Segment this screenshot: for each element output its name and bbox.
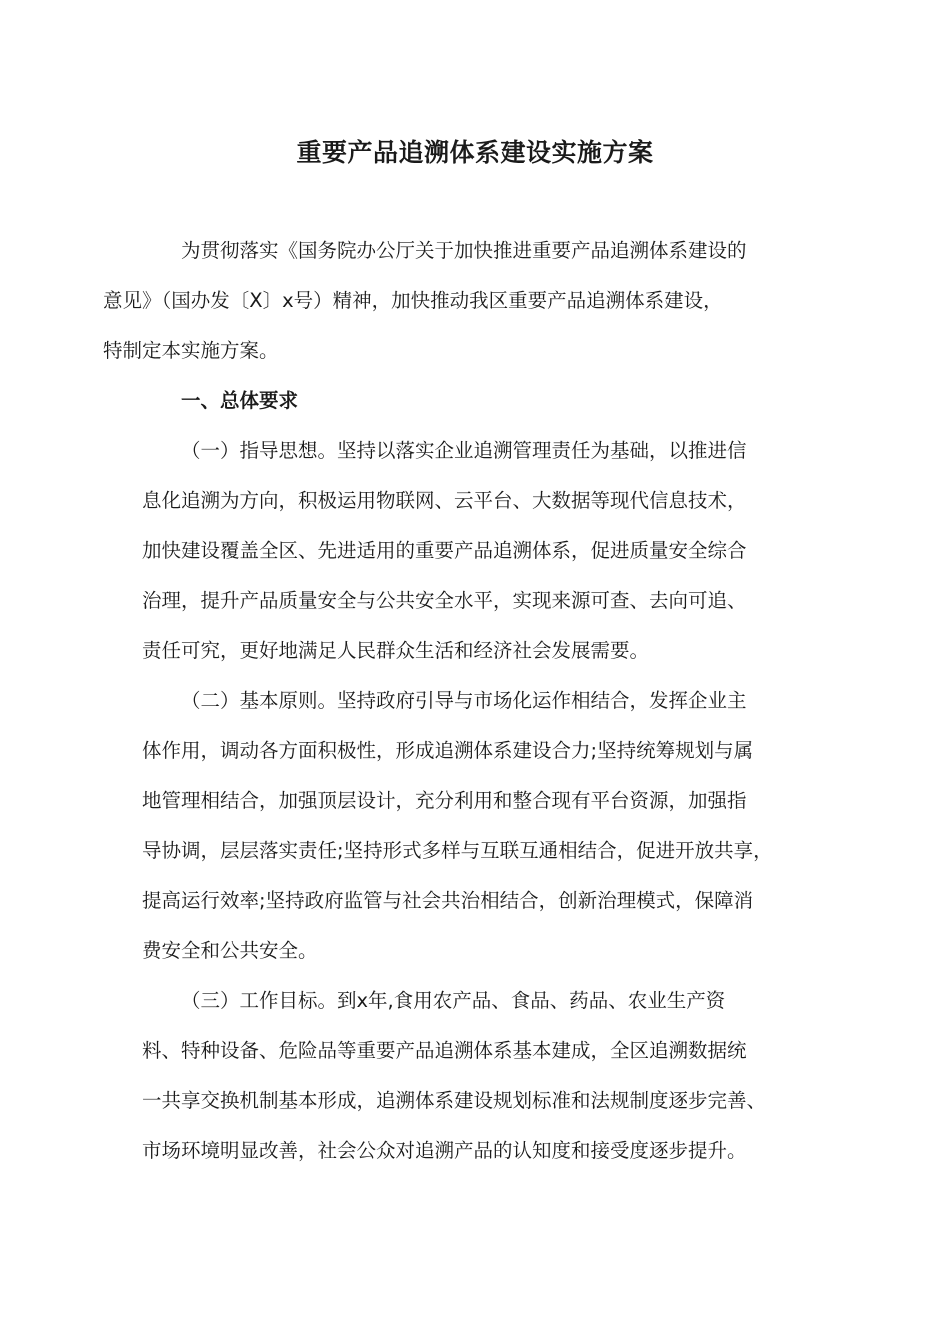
intro-paragraph bbox=[103, 226, 824, 376]
para2-line-2: 体作用，调动各方面积极性，形成追溯体系建设合力;坚持统筹规划与属 bbox=[142, 739, 754, 762]
para2-line-3: 地管理相结合，加强顶层设计，充分利用和整合现有平台资源，加强指 bbox=[142, 789, 747, 812]
para3-line-2: 料、特种设备、危险品等重要产品追溯体系基本建成，全区追溯数据统 bbox=[142, 1039, 747, 1062]
paragraph-work-goals bbox=[142, 976, 824, 1176]
para1-line-3: 加快建设覆盖全区、先进适用的重要产品追溯体系，促进质量安全综合 bbox=[142, 539, 747, 562]
section-heading: 一、总体要求 bbox=[181, 389, 299, 412]
paragraph-guiding-ideology bbox=[142, 426, 824, 676]
document-body bbox=[103, 226, 824, 1176]
para3-line-3: 一共享交换机制基本形成，追溯体系建设规划标准和法规制度逐步完善、 bbox=[142, 1089, 767, 1112]
intro-line-1: 为贯彻落实《国务院办公厅关于加快推进重要产品追溯体系建设的 bbox=[181, 239, 747, 262]
intro-line-3: 特制定本实施方案。 bbox=[103, 339, 279, 362]
para1-line-1: （一）指导思想。坚持以落实企业追溯管理责任为基础，以推进信 bbox=[181, 439, 747, 462]
para3-line-4: 市场环境明显改善，社会公众对追溯产品的认知度和接受度逐步提升。 bbox=[142, 1139, 747, 1162]
paragraph-basic-principles bbox=[142, 676, 824, 976]
para1-line-2: 息化追溯为方向，积极运用物联网、云平台、大数据等现代信息技术， bbox=[142, 489, 747, 512]
para2-line-1: （二）基本原则。坚持政府引导与市场化运作相结合，发挥企业主 bbox=[181, 689, 747, 712]
para3-line-1: （三）工作目标。到x年,食用农产品、食品、药品、农业生产资 bbox=[181, 989, 726, 1012]
para2-line-4: 导协调，层层落实责任;坚持形式多样与互联互通相结合，促进开放共享， bbox=[142, 839, 773, 862]
para2-line-6: 费安全和公共安全。 bbox=[142, 939, 318, 962]
para1-line-5: 责任可究，更好地满足人民群众生活和经济社会发展需要。 bbox=[142, 639, 650, 662]
document-title: 重要产品追溯体系建设实施方案 bbox=[296, 138, 654, 167]
intro-line-2: 意见》（国办发〔X〕x号）精神，加快推动我区重要产品追溯体系建设， bbox=[103, 289, 723, 312]
para1-line-4: 治理，提升产品质量安全与公共安全水平，实现来源可查、去向可追、 bbox=[142, 589, 747, 612]
para2-line-5: 提高运行效率;坚持政府监管与社会共治相结合，创新治理模式，保障消 bbox=[142, 889, 754, 912]
